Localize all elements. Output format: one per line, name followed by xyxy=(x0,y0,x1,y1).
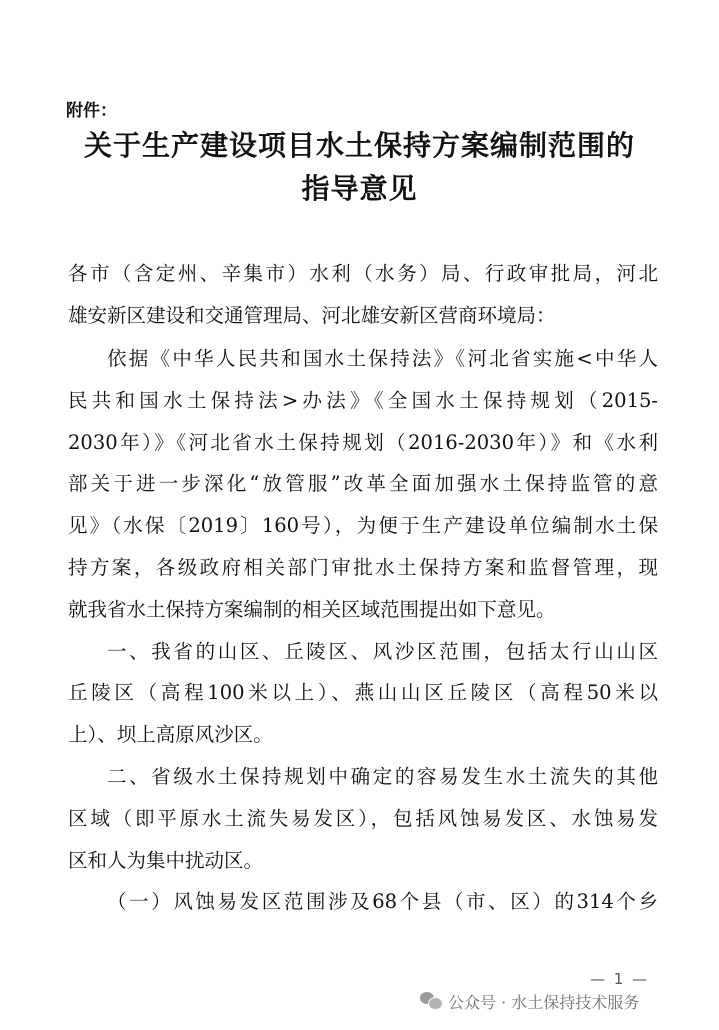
text-line: 各市（含定州、辛集市）水利（水务）局、行政审批局，河北 xyxy=(68,262,658,285)
attachment-label: 附件： xyxy=(66,101,117,121)
addressee-paragraph xyxy=(68,253,658,337)
text-line: 一、我省的山区、丘陵区、风沙区范围，包括太行山山区 xyxy=(107,639,658,663)
text-line: 区域（即平原水土流失易发区），包括风蚀易发区、水蚀易发 xyxy=(68,806,658,830)
text-line: 部关于进一步深化“放管服”改革全面加强水土保持监管的意 xyxy=(68,472,658,496)
wechat-icon xyxy=(420,992,442,1010)
watermark-text: 公众号 · 水土保持技术服务 xyxy=(448,992,640,1012)
wechat-watermark xyxy=(420,988,639,1014)
text-line: 就我省水土保持方案编制的相关区域范围提出如下意见。 xyxy=(68,597,556,621)
body-paragraphs xyxy=(68,338,658,923)
text-line: 2030年）》《河北省水土保持规划（2016-2030年）》和《水利 xyxy=(68,430,658,454)
text-line: 持方案，各级政府相关部门审批水土保持方案和监督管理，现 xyxy=(68,555,658,579)
page-number: — 1 — xyxy=(590,970,650,988)
text-line: 见》（水保〔2019〕160号），为便于生产建设单位编制水土保 xyxy=(68,514,658,538)
document-title-line-1: 关于生产建设项目水土保持方案编制范围的 xyxy=(83,129,635,162)
text-line: 民共和国水土保持法>办法》《全国水土保持规划（2015- xyxy=(68,388,658,412)
document-title-line-2: 指导意见 xyxy=(301,172,418,205)
text-line: （一）风蚀易发区范围涉及68个县（市、区）的314个乡 xyxy=(107,890,658,914)
text-line: 丘陵区（高程100米以上）、燕山山区丘陵区（高程50米以 xyxy=(68,681,658,705)
text-line: 上）、坝上高原风沙区。 xyxy=(68,723,273,747)
text-line: 雄安新区建设和交通管理局、河北雄安新区营商环境局： xyxy=(68,303,556,327)
text-line: 依据《中华人民共和国水土保持法》《河北省实施<中华人 xyxy=(107,347,658,370)
text-line: 区和人为集中扰动区。 xyxy=(68,848,264,872)
text-line: 二、省级水土保持规划中确定的容易发生水土流失的其他 xyxy=(107,764,658,788)
